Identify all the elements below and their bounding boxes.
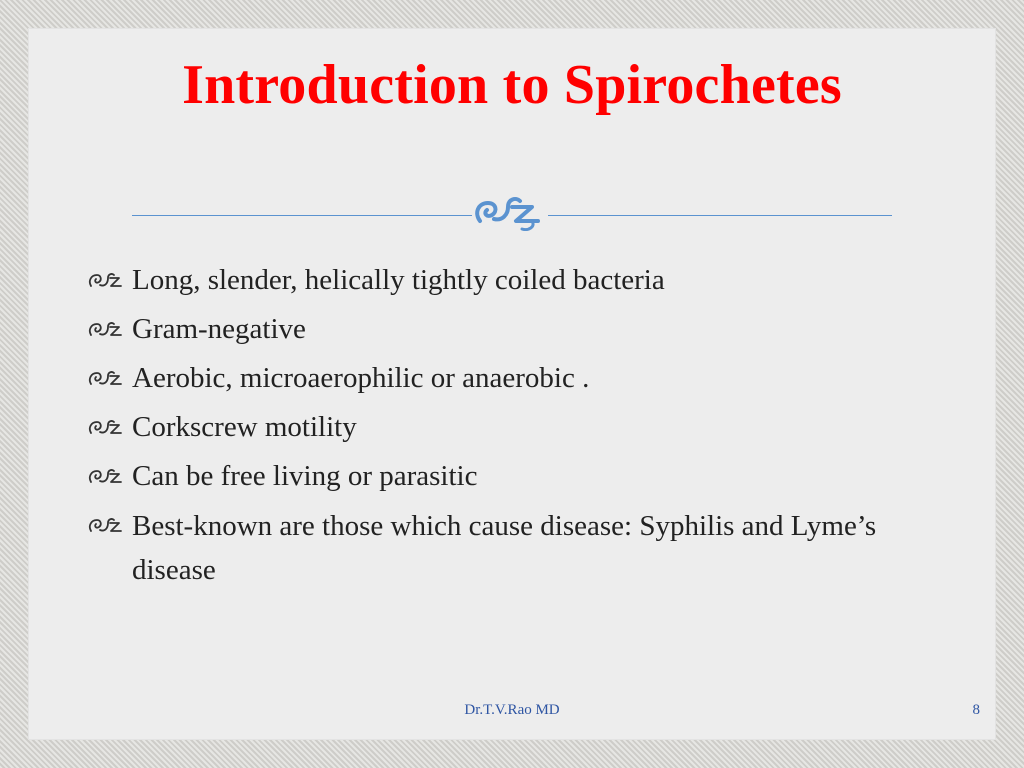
bullet-text: Best-known are those which cause disease: Syphilis and Lyme’s disease xyxy=(132,510,877,586)
divider-line-right xyxy=(548,215,892,216)
swirl-bullet-icon xyxy=(88,515,122,537)
swirl-ornament-icon xyxy=(472,191,548,231)
swirl-bullet-icon xyxy=(88,368,122,390)
bullet-text: Gram-negative xyxy=(132,313,306,345)
bullet-item xyxy=(86,452,946,501)
page-number: 8 xyxy=(972,702,980,718)
swirl-bullet-icon xyxy=(88,466,122,488)
bullet-item xyxy=(86,403,946,452)
title-divider xyxy=(132,191,892,231)
bullet-text: Long, slender, helically tightly coiled bacteria xyxy=(132,264,665,296)
swirl-bullet-icon xyxy=(88,417,122,439)
bullet-item xyxy=(86,305,946,354)
slide-title: Introduction to Spirochetes xyxy=(182,54,842,116)
bullet-text: Can be free living or parasitic xyxy=(132,460,478,492)
divider-line-left xyxy=(132,215,472,216)
bullet-item xyxy=(86,256,946,305)
footer-author: Dr.T.V.Rao MD xyxy=(464,702,560,718)
bullet-text: Corkscrew motility xyxy=(132,411,357,443)
swirl-bullet-icon xyxy=(88,319,122,341)
bullet-item xyxy=(86,504,946,592)
swirl-bullet-icon xyxy=(88,270,122,292)
bullet-list xyxy=(86,256,946,592)
bullet-text: Aerobic, microaerophilic or anaerobic . xyxy=(132,362,590,394)
bullet-item xyxy=(86,354,946,403)
